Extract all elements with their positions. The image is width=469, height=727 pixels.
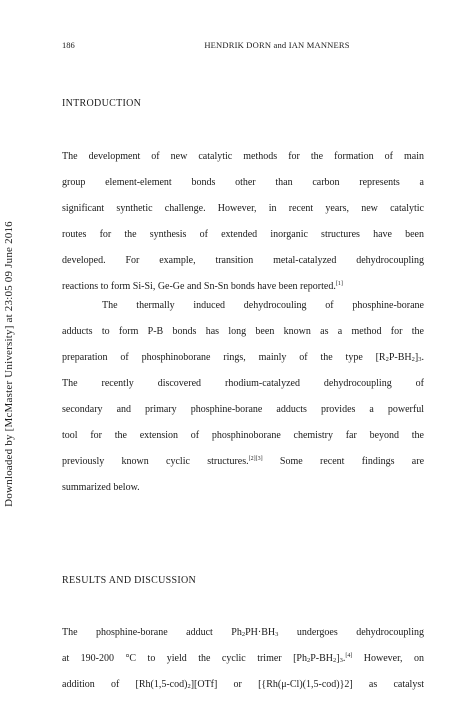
page-number: 186 [62,40,75,50]
text-line: reactions to form Si-Si, Ge-Ge and Sn-Sn bonds have been reported.[1] [62,281,343,292]
introduction-paragraph-1 [62,150,424,306]
text-line: tool for the extension of phosphinoborane chemistry far beyond the [62,430,424,441]
text-line: secondary and primary phosphine-borane adducts provides a powerful [62,404,424,415]
text-line: The development of new catalytic methods for the formation of main [62,151,424,162]
running-head: HENDRIK DORN and IAN MANNERS [204,40,350,50]
download-stamp-text: Downloaded by [McMaster University] at 23:05 09 June 2016 [3,221,15,507]
page-header [62,40,422,54]
text-line: The thermally induced dehydrocouling of phosphine-borane [102,300,424,311]
text-line: group element-element bonds other than carbon represents a [62,177,424,188]
text-line: addition of $[Rh(1,5-cod)_2][OTf]$ or [{Rh(μ-Cl)(1,5-cod)}2] as catalyst [62,679,424,690]
text-line: developed. For example, transition metal-catalyzed dehydrocoupling [62,255,424,266]
text-line: summarized below. [62,482,140,493]
text-line: preparation of phosphinoborane rings, mainly of the type $[R_2P-BH_2]_3$. [62,352,424,363]
text-line: at 190-200 °C to yield the cyclic trimer $[Ph_2P-BH_2]_3.[4]$ However, on [62,653,424,664]
text-line: The recently discovered rhodium-catalyzed dehydrocoupling of [62,378,424,389]
text-line: routes for the synthesis of extended inorganic structures have been [62,229,424,240]
text-line: The phosphine-borane adduct $Ph_2PH\cdot BH_3$ undergoes dehydrocoupling [62,627,424,638]
text-line: adducts to form P-B bonds has long been known as a method for the [62,326,424,337]
introduction-heading: INTRODUCTION [62,98,142,109]
results-heading: RESULTS AND DISCUSSION [62,575,197,586]
introduction-paragraph-2 [62,299,424,507]
results-paragraph-1 [62,626,424,704]
text-line: significant synthetic challenge. However, in recent years, new catalytic [62,203,424,214]
text-line: previously known cyclic structures.[2][3] Some recent findings are [62,456,425,467]
